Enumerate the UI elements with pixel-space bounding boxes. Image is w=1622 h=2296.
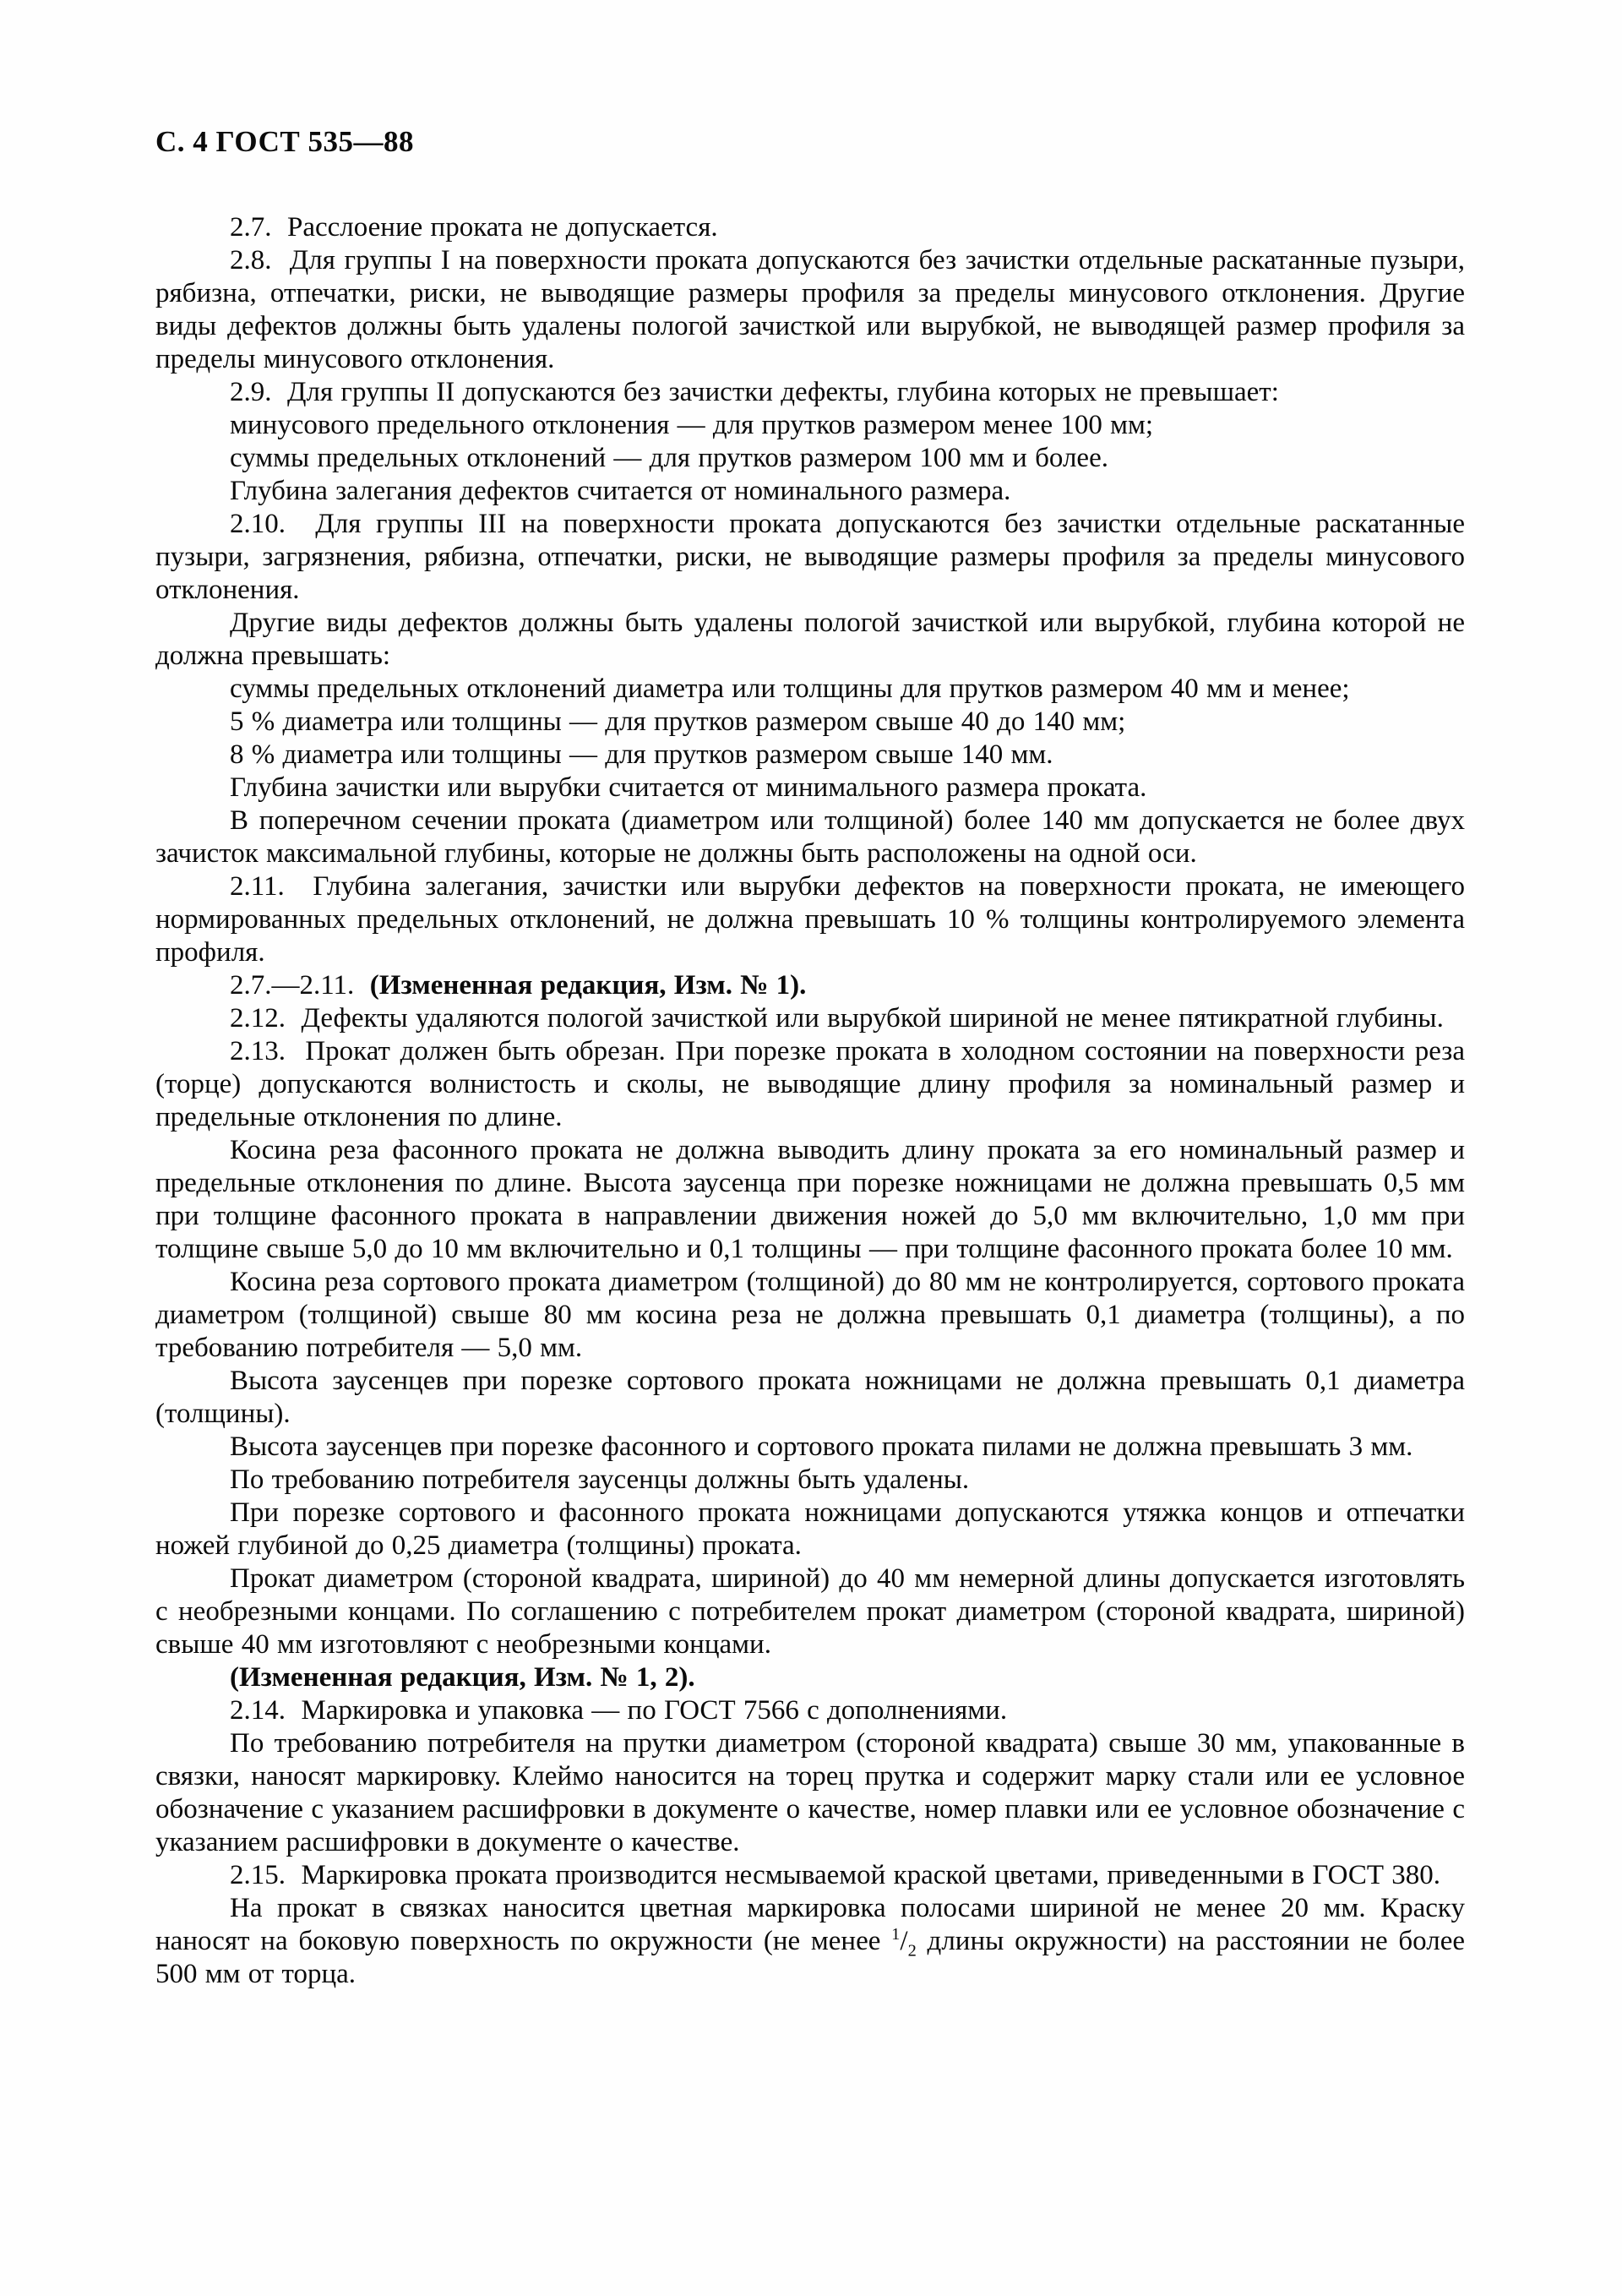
amendment-note-1-text: (Измененная редакция, Изм. № 1). xyxy=(369,970,807,1001)
clause-2-13: 2.13. Прокат должен быть обрезан. При порезке проката в холодном состоянии на поверхности реза (торце) допускаются волнистость и сколы, не выводящие длину профиля за номинальный размер и предельные отклонения по длине. xyxy=(155,1036,1465,1132)
clause-2-13-shear-marks: При порезке сортового и фасонного проката ножницами допускаются утяжка концов и отпечатки ножей глубиной до 0,25 диаметра (толщины) проката. xyxy=(155,1497,1465,1561)
amendment-note-1 xyxy=(155,969,1465,1002)
amendment-note-2: (Измененная редакция, Изм. № 1, 2). xyxy=(230,1662,695,1693)
clause-2-13-section-cut-skew: Косина реза сортового проката диаметром (толщиной) до 80 мм не контролируется, сортового проката диаметром (толщиной) свыше 80 мм косина реза не должна превышать 0,1 диаметра (толщины), а по требованию потребителя — 5,0 мм. xyxy=(155,1267,1465,1363)
clause-2-11: 2.11. Глубина залегания, зачистки или вырубки дефектов на поверхности проката, не имеющего нормированных предельных отклонений, не должна превышать 10 % толщины контролируемого элемента профиля. xyxy=(155,871,1465,968)
clause-2-15-color-stripes xyxy=(155,1892,1465,1991)
clause-2-9-depth-note: Глубина залегания дефектов считается от номинального размера. xyxy=(230,476,1011,506)
color-stripes-text-before: На прокат в связках наносится цветная маркировка полосами шириной не менее 20 мм. Краску наносят на боковую поверхность по окружности (не менее xyxy=(155,1893,1465,1956)
clause-2-7: 2.7. Расслоение проката не допускается. xyxy=(230,212,718,243)
clause-2-12: 2.12. Дефекты удаляются пологой зачисткой или вырубкой шириной не менее пятикратной глубины. xyxy=(230,1003,1444,1033)
fraction-numerator: 1 xyxy=(891,1925,901,1944)
clause-2-13-shaped-cut-skew: Косина реза фасонного проката не должна выводить длину проката за его номинальный размер и предельные отклонения по длине. Высота заусенца при порезке ножницами не должна превышать 0,5 мм при толщине фасонного проката в направлении движения ножей до 5,0 мм включительно, 1,0 мм при толщине свыше 5,0 до 10 мм включительно и 0,1 толщины — при толщине фасонного проката более 10 мм. xyxy=(155,1135,1465,1264)
clause-2-10-depth-note: Глубина зачистки или вырубки считается от минимального размера проката. xyxy=(230,772,1147,803)
clause-2-15: 2.15. Маркировка проката производится несмываемой краской цветами, приведенными в ГОСТ 380. xyxy=(230,1860,1441,1890)
one-half-fraction xyxy=(891,1925,917,1961)
fraction-denominator: 2 xyxy=(907,1941,917,1961)
clause-2-14: 2.14. Маркировка и упаковка — по ГОСТ 7566 с дополнениями. xyxy=(230,1695,1008,1726)
document-body xyxy=(155,211,1465,1991)
clause-2-9-item-minus-deviation: минусового предельного отклонения — для прутков размером менее 100 мм; xyxy=(230,410,1154,440)
clause-2-10-cross-section-note: В поперечном сечении проката (диаметром или толщиной) более 140 мм допускается не более двух зачисток максимальной глубины, которые не должны быть расположены на одной оси. xyxy=(155,805,1465,869)
clause-2-13-burr-saws: Высота заусенцев при порезке фасонного и сортового проката пилами не должна превышать 3 мм. xyxy=(230,1432,1413,1462)
color-stripes-text-after: длины окружности) на расстоянии не более 500 мм от торца. xyxy=(155,1926,1465,1989)
clause-2-10-other-defects: Другие виды дефектов должны быть удалены пологой зачисткой или вырубкой, глубина которой не должна превышать: xyxy=(155,608,1465,671)
clause-2-13-burr-removal: По требованию потребителя заусенцы должны быть удалены. xyxy=(230,1464,970,1495)
clause-2-10-item-8-percent: 8 % диаметра или толщины — для прутков размером свыше 140 мм. xyxy=(230,739,1053,770)
clause-2-9: 2.9. Для группы II допускаются без зачистки дефекты, глубина которых не превышает: xyxy=(230,377,1279,407)
clause-2-13-uncut-ends: Прокат диаметром (стороной квадрата, шириной) до 40 мм немерной длины допускается изготовлять с необрезными концами. По соглашению с потребителем прокат диаметром (стороной квадрата, шириной) свыше 40 мм изготовляют с необрезными концами. xyxy=(155,1563,1465,1660)
clause-2-10: 2.10. Для группы III на поверхности проката допускаются без зачистки отдельные раскатанные пузыри, загрязнения, рябизна, отпечатки, риски, не выводящие размеры профиля за пределы минусового отклонения. xyxy=(155,509,1465,605)
clause-2-8: 2.8. Для группы I на поверхности проката допускаются без зачистки отдельные раскатанные пузыри, рябизна, отпечатки, риски, не выводящие размеры профиля за пределы минусового отклонения. Другие виды дефектов должны быть удалены пологой зачисткой или вырубкой, не выводящей размер профиля за пределы минусового отклонения. xyxy=(155,245,1465,374)
amendment-note-1-range: 2.7.—2.11. xyxy=(230,970,370,1001)
clause-2-13-burr-shears: Высота заусенцев при порезке сортового проката ножницами не должна превышать 0,1 диаметра (толщины). xyxy=(155,1366,1465,1429)
clause-2-9-item-sum-deviation: суммы предельных отклонений — для прутков размером 100 мм и более. xyxy=(230,443,1108,473)
fraction-slash: / xyxy=(900,1926,908,1956)
clause-2-14-stamp-marking: По требованию потребителя на прутки диаметром (стороной квадрата) свыше 30 мм, упакованные в связки, наносят маркировку. Клеймо наносится на торец прутка и содержит марку стали или ее условное обозначение с указанием расшифровки в документе о качестве, номер плавки или ее условное обозначение с указанием расшифровки в документе о качестве. xyxy=(155,1728,1465,1857)
clause-2-10-item-sum: суммы предельных отклонений диаметра или толщины для прутков размером 40 мм и менее; xyxy=(230,674,1350,704)
clause-2-10-item-5-percent: 5 % диаметра или толщины — для прутков размером свыше 40 до 140 мм; xyxy=(230,706,1126,737)
page-header: С. 4 ГОСТ 535—88 xyxy=(155,125,414,158)
